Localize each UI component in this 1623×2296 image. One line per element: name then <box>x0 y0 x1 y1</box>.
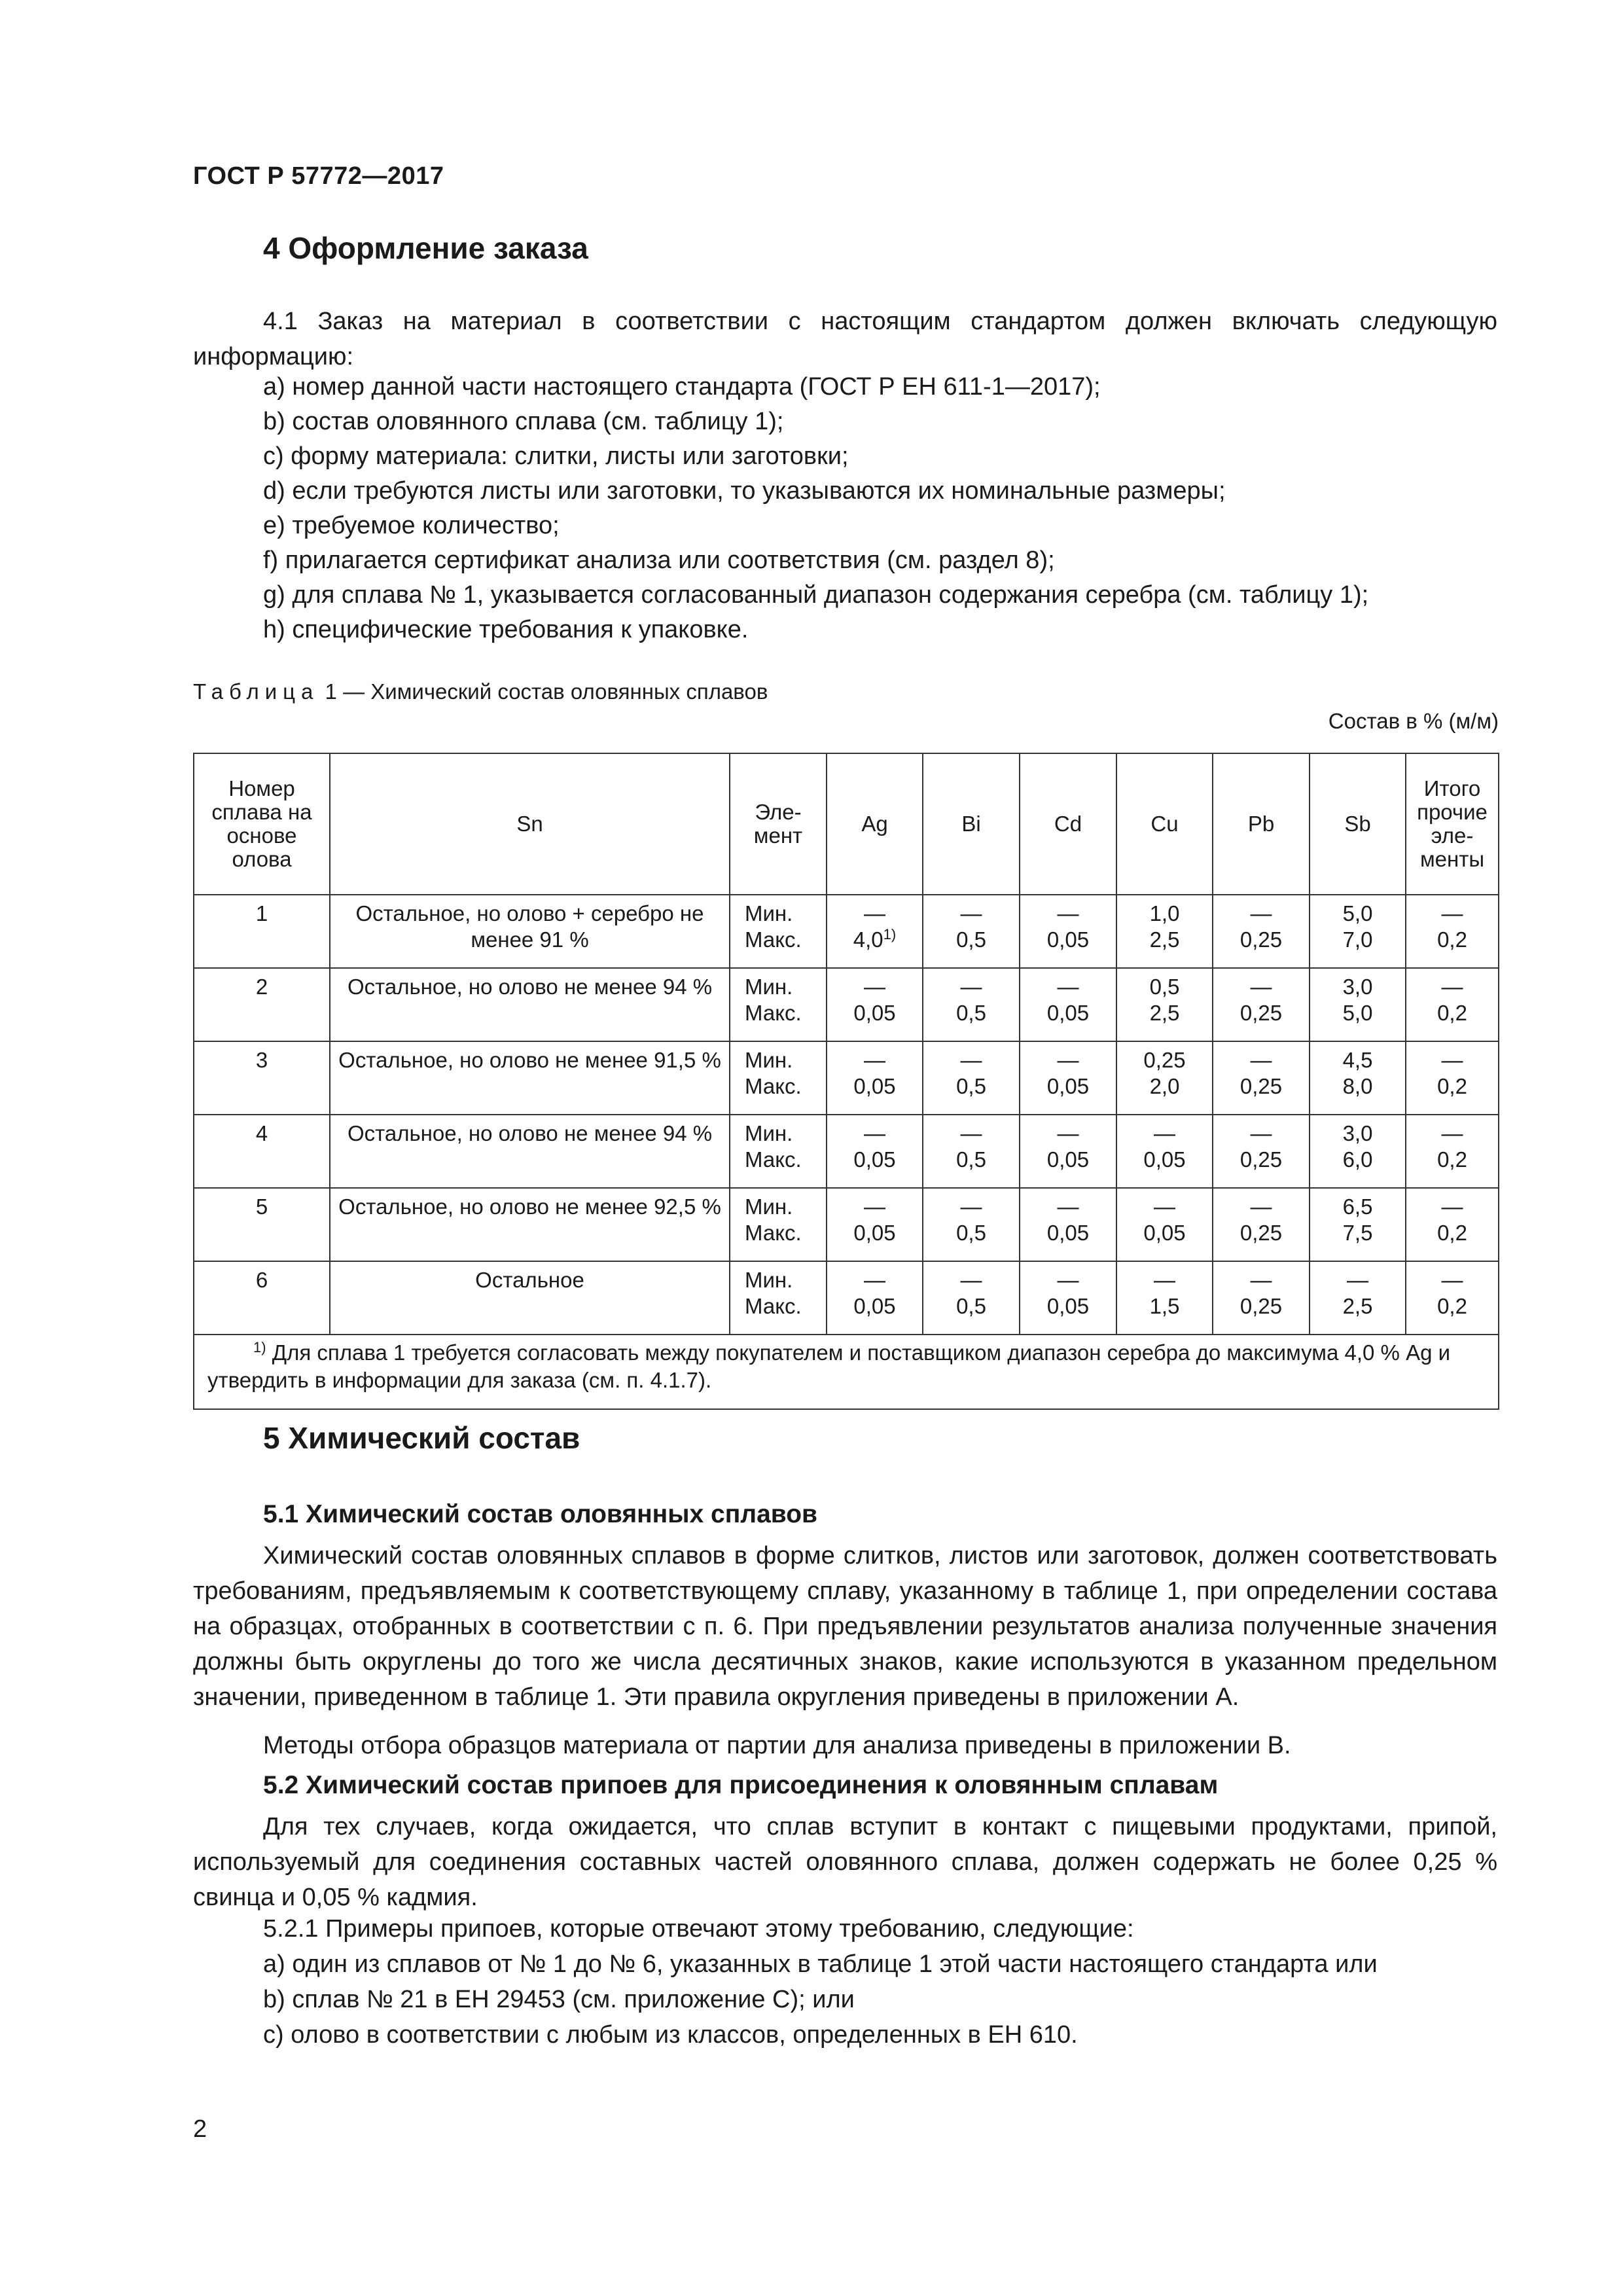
order-item-e: e) требуемое количество; <box>263 512 560 539</box>
table-caption <box>193 679 768 704</box>
cell-pb: — 0,25 <box>1213 1188 1310 1261</box>
header-element: Эле-мент <box>730 753 827 895</box>
header-alloy-number: Номер сплава на основе олова <box>194 753 330 895</box>
cell-ag: — 0,05 <box>827 1115 923 1188</box>
table-row <box>194 968 1499 1041</box>
cell-cu: 1,0 2,5 <box>1116 895 1213 968</box>
cell-other: — 0,2 <box>1406 1041 1499 1115</box>
section-4-intro-text: 4.1 Заказ на материал в соответствии с настоящим стандартом должен включать следующую информацию: <box>193 308 1497 370</box>
section-4-intro <box>193 304 1497 374</box>
order-item-g: g) для сплава № 1, указывается согласованный диапазон содержания серебра (см. таблицу 1); <box>263 581 1369 609</box>
cell-other: — 0,2 <box>1406 1188 1499 1261</box>
footnote-text: Для сплава 1 требуется согласовать между покупателем и поставщиком диапазон серебра до максимума 4,0 % Ag и утвердить в информации для заказа (см. п. 4.1.7). <box>207 1340 1451 1392</box>
cell-cd: — 0,05 <box>1020 1115 1116 1188</box>
section-5-2-para-1: Для тех случаев, когда ожидается, что сплав вступит в контакт с пищевыми продуктами, припой, используемый для соединения составных частей оловянного сплава, должен содержать не более 0,25 % свинца и 0,05 % кадмия. <box>193 1813 1497 1911</box>
cell-pb: — 0,25 <box>1213 895 1310 968</box>
cell-num: 1 <box>194 895 330 968</box>
cell-bi: — 0,5 <box>923 1115 1020 1188</box>
cell-pb: — 0,25 <box>1213 968 1310 1041</box>
document-header: ГОСТ Р 57772—2017 <box>193 162 444 190</box>
order-item-c: c) форму материала: слитки, листы или заготовки; <box>263 442 849 470</box>
cell-bi: — 0,5 <box>923 1261 1020 1335</box>
header-sn: Sn <box>330 753 730 895</box>
table-caption-label: Таблица <box>193 679 319 704</box>
cell-sn: Остальное <box>330 1261 730 1335</box>
cell-cu: — 0,05 <box>1116 1188 1213 1261</box>
cell-sb: 3,0 5,0 <box>1310 968 1406 1041</box>
solder-item-b: b) сплав № 21 в ЕН 29453 (см. приложение С); или <box>263 1986 855 2013</box>
cell-cd: — 0,05 <box>1020 895 1116 968</box>
table-row <box>194 895 1499 968</box>
cell-el: Мин. Макс. <box>730 968 827 1041</box>
section-5-title: 5 Химический состав <box>263 1421 580 1455</box>
section-5-1-para-2: Методы отбора образцов материала от партии для анализа приведены в приложении В. <box>263 1732 1291 1759</box>
page-number: 2 <box>193 2115 207 2143</box>
cell-ag: — 0,05 <box>827 1261 923 1335</box>
cell-sb: 3,0 6,0 <box>1310 1115 1406 1188</box>
ag-footnote-mark: 1) <box>883 926 897 942</box>
cell-ag: — 0,05 <box>827 1188 923 1261</box>
cell-cd: — 0,05 <box>1020 1041 1116 1115</box>
cell-sn: Остальное, но олово не менее 91,5 % <box>330 1041 730 1115</box>
header-other-total: Итого прочие эле-менты <box>1406 753 1499 895</box>
cell-cd: — 0,05 <box>1020 968 1116 1041</box>
cell-sn: Остальное, но олово не менее 92,5 % <box>330 1188 730 1261</box>
table-caption-text: 1 — Химический состав оловянных сплавов <box>319 679 768 704</box>
footnote-mark: 1) <box>253 1339 266 1355</box>
cell-pb: — 0,25 <box>1213 1261 1310 1335</box>
cell-cu: 0,25 2,0 <box>1116 1041 1213 1115</box>
cell-sb: 6,5 7,5 <box>1310 1188 1406 1261</box>
table-footnote <box>194 1335 1499 1409</box>
cell-cu: — 0,05 <box>1116 1115 1213 1188</box>
table-units: Состав в % (м/м) <box>1328 709 1499 733</box>
section-4-title: 4 Оформление заказа <box>263 231 588 265</box>
table-row <box>194 1041 1499 1115</box>
cell-bi: — 0,5 <box>923 1188 1020 1261</box>
solder-item-c: c) олово в соответствии с любым из классов, определенных в ЕН 610. <box>263 2021 1078 2049</box>
header-bi: Bi <box>923 753 1020 895</box>
header-cd: Cd <box>1020 753 1116 895</box>
cell-el: Мин. Макс. <box>730 895 827 968</box>
cell-other: — 0,2 <box>1406 1261 1499 1335</box>
table-row <box>194 1115 1499 1188</box>
table-footnote-row <box>194 1335 1499 1409</box>
cell-bi: — 0,5 <box>923 968 1020 1041</box>
cell-ag: — 4,0$^{1)}$ <box>827 895 923 968</box>
header-sb: Sb <box>1310 753 1406 895</box>
cell-cu: — 1,5 <box>1116 1261 1213 1335</box>
cell-num: 4 <box>194 1115 330 1188</box>
section-5-2-title: 5.2 Химический состав припоев для присоединения к оловянным сплавам <box>263 1771 1219 1799</box>
order-item-f: f) прилагается сертификат анализа или соответствия (см. раздел 8); <box>263 547 1055 574</box>
cell-sb: — 2,5 <box>1310 1261 1406 1335</box>
cell-bi: — 0,5 <box>923 1041 1020 1115</box>
table-row <box>194 1261 1499 1335</box>
header-ag: Ag <box>827 753 923 895</box>
table-header-row <box>194 753 1499 895</box>
cell-num: 2 <box>194 968 330 1041</box>
cell-num: 3 <box>194 1041 330 1115</box>
cell-bi: — 0,5 <box>923 895 1020 968</box>
cell-cd: — 0,05 <box>1020 1261 1116 1335</box>
table-body <box>194 895 1499 1335</box>
cell-cd: — 0,05 <box>1020 1188 1116 1261</box>
order-item-a: a) номер данной части настоящего стандарта (ГОСТ Р ЕН 611-1—2017); <box>263 373 1101 401</box>
section-5-1-para-1: Химический состав оловянных сплавов в форме слитков, листов или заготовок, должен соответствовать требованиям, предъявляемым к соответствующему сплаву, указанному в таблице 1, при определении состава на образцах, отобранных в соответствии с п. 6. При предъявлении результатов анализа полученные значения должны быть округлены до того же числа десятичных знаков, какие используются в указанном предельном значении, приведенном в таблице 1. Эти правила округления приведены в приложении А. <box>193 1542 1497 1711</box>
cell-sb: 5,0 7,0 <box>1310 895 1406 968</box>
header-pb: Pb <box>1213 753 1310 895</box>
cell-other: — 0,2 <box>1406 895 1499 968</box>
cell-el: Мин. Макс. <box>730 1188 827 1261</box>
order-item-h: h) специфические требования к упаковке. <box>263 616 749 643</box>
order-item-d: d) если требуются листы или заготовки, то указываются их номинальные размеры; <box>263 477 1226 505</box>
cell-sb: 4,5 8,0 <box>1310 1041 1406 1115</box>
cell-ag: — 0,05 <box>827 968 923 1041</box>
section-5-2-1: 5.2.1 Примеры припоев, которые отвечают этому требованию, следующие: <box>263 1915 1134 1943</box>
cell-ag: — 0,05 <box>827 1041 923 1115</box>
cell-pb: — 0,25 <box>1213 1041 1310 1115</box>
cell-sn: Остальное, но олово не менее 94 % <box>330 1115 730 1188</box>
solder-item-a: a) один из сплавов от № 1 до № 6, указанных в таблице 1 этой части настоящего стандарта или <box>263 1950 1378 1978</box>
cell-pb: — 0,25 <box>1213 1115 1310 1188</box>
cell-cu: 0,5 2,5 <box>1116 968 1213 1041</box>
cell-other: — 0,2 <box>1406 968 1499 1041</box>
cell-num: 6 <box>194 1261 330 1335</box>
cell-el: Мин. Макс. <box>730 1261 827 1335</box>
composition-table <box>193 753 1499 1410</box>
order-item-b: b) состав оловянного сплава (см. таблицу 1); <box>263 408 784 435</box>
cell-sn: Остальное, но олово не менее 94 % <box>330 968 730 1041</box>
section-5-1-title: 5.1 Химический состав оловянных сплавов <box>263 1500 818 1528</box>
cell-num: 5 <box>194 1188 330 1261</box>
cell-sn: Остальное, но олово + серебро не менее 91 % <box>330 895 730 968</box>
cell-other: — 0,2 <box>1406 1115 1499 1188</box>
cell-el: Мин. Макс. <box>730 1115 827 1188</box>
header-cu: Cu <box>1116 753 1213 895</box>
table-row <box>194 1188 1499 1261</box>
cell-el: Мин. Макс. <box>730 1041 827 1115</box>
